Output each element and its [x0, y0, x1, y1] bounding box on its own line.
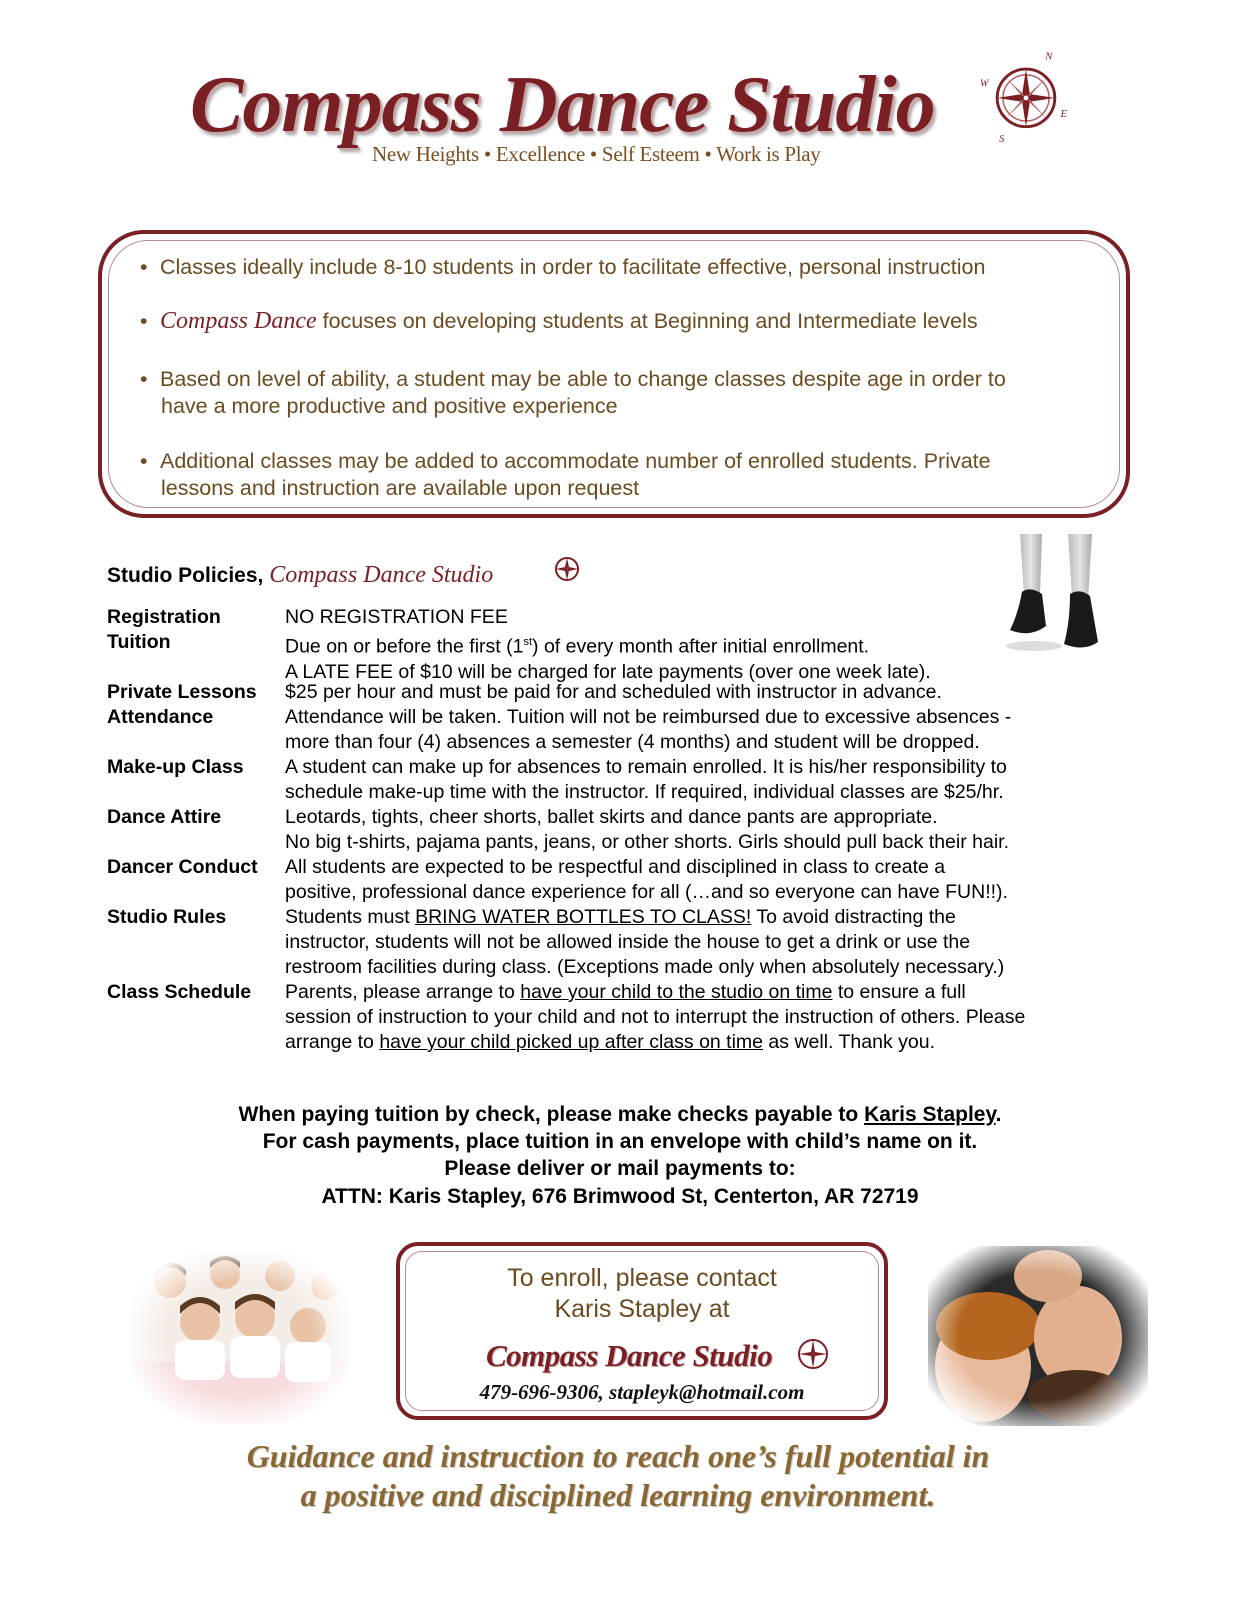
- children-group-photo: [130, 1252, 350, 1424]
- payment-address-line: ATTN: Karis Stapley, 676 Brimwood St, Centerton, AR 72719: [321, 1185, 919, 1208]
- compass-west-letter: W: [979, 78, 989, 90]
- payment-deliver-line: Please deliver or mail payments to:: [444, 1157, 796, 1180]
- bullet-levels: • Compass Dance focuses on developing students at Beginning and Intermediate levels: [140, 308, 978, 334]
- teacher-and-students-photo: [928, 1246, 1148, 1426]
- payment-check-line: When paying tuition by check, please make checks payable to Karis Stapley.: [238, 1103, 1002, 1126]
- payment-cash-line: For cash payments, place tuition in an envelope with child’s name on it.: [262, 1130, 978, 1153]
- bullet-additional-classes: • Additional classes may be added to accommodate number of enrolled students. Private lessons and instruction are available upon request: [140, 449, 991, 500]
- policies-brand-name: Compass Dance Studio: [269, 562, 494, 588]
- studio-tagline: New Heights • Excellence • Self Esteem • Work is Play: [372, 142, 821, 166]
- studio-logo-title: Compass Dance Studio: [190, 61, 935, 149]
- enroll-line-1: To enroll, please contact: [507, 1264, 777, 1292]
- enroll-brand-name: Compass Dance Studio: [486, 1338, 773, 1373]
- compass-south-letter: S: [999, 134, 1005, 144]
- compass-medium-icon: [790, 1330, 836, 1376]
- bullet-change-classes: • Based on level of ability, a student may be able to change classes despite age in order to have a more productive and positive experience: [140, 367, 1006, 418]
- compass-east-letter: E: [1060, 109, 1068, 121]
- compass-small-icon: [552, 554, 582, 584]
- policies-heading: Studio Policies, Compass Dance Studio: [107, 562, 494, 588]
- enroll-line-2: Karis Stapley at: [554, 1295, 730, 1323]
- bullet-class-size: • Classes ideally include 8-10 students in order to facilitate effective, personal instruction: [140, 255, 986, 279]
- compass-rose-icon: [978, 48, 1074, 144]
- compass-north-letter: N: [1045, 51, 1053, 63]
- footer-motto-line-1: Guidance and instruction to reach one’s full potential in: [246, 1438, 990, 1474]
- footer-motto-line-2: a positive and disciplined learning environment.: [300, 1477, 936, 1513]
- enroll-phone-email: 479-696-9306, stapleyk@hotmail.com: [479, 1380, 805, 1404]
- brand-name-inline: Compass Dance: [160, 308, 317, 334]
